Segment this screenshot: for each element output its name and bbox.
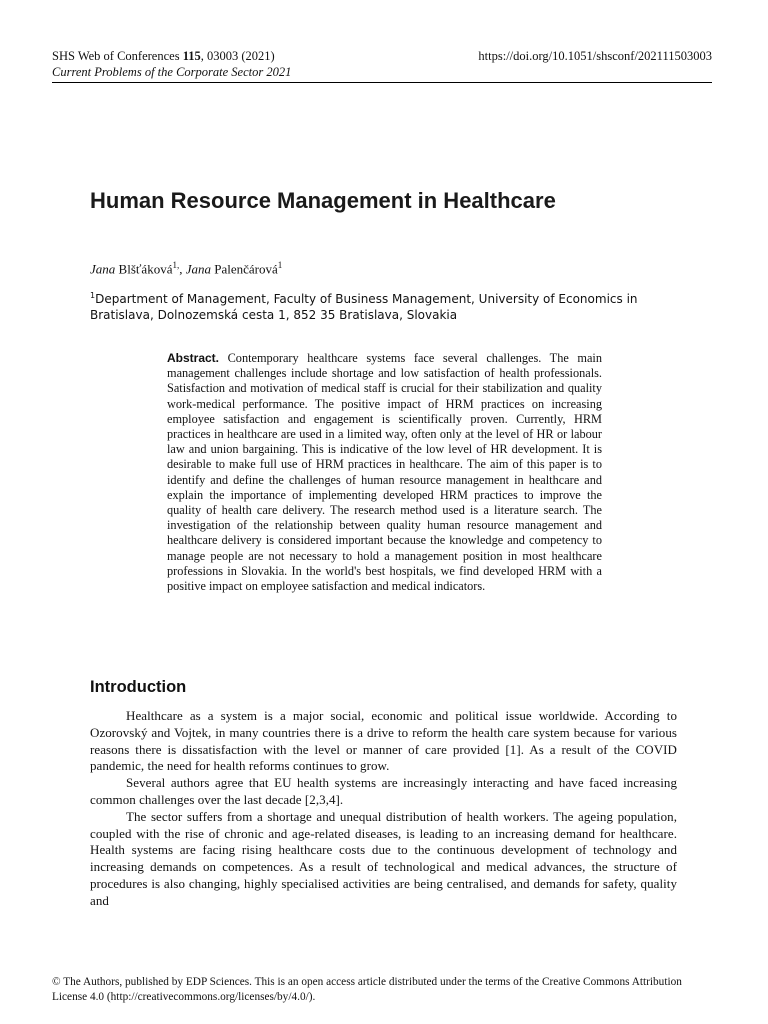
author-2-affiliation-mark: 1 [277, 260, 283, 270]
author-1-family-name: Blšťáková [118, 261, 173, 277]
journal-citation [52, 48, 275, 64]
author-2-family-name: Palenčárová [214, 261, 278, 277]
paragraph: The sector suffers from a shortage and unequal distribution of health workers. The ageing population, coupled with the rise of chronic and age-related diseases, is leading to an increasing demand for healthcare. Health systems are facing rising healthcare costs due to the continuous development of technology and increasing demands on competences. As a result of technological and medical advances, the structure of procedures is also changing, highly specialised activities are being centralised, and demands for safety, quality and [90, 808, 677, 908]
journal-volume: 115 [182, 49, 201, 63]
author-list [90, 256, 282, 278]
paper-title: Human Resource Management in Healthcare [90, 188, 556, 213]
introduction-heading: Introduction [90, 678, 187, 696]
abstract-text: Contemporary healthcare systems face several challenges. The main management challenges include shortage and low satisfaction of health professionals. Satisfaction and motivation of medical staff is crucial for their stabilization and quality work-medical performance. The positive impact of HRM practices on increasing employee satisfaction and engagement is scientifically proven. Currently, HRM practices in healthcare are used in a limited way, often only at the level of HR or labour law and union bargaining. This is indicative of the low level of HR development. It is desirable to make full use of HRM practices in healthcare. The aim of this paper is to identify and define the challenges of human resource management in healthcare and explain the importance of implementing developed HRM practices to improve the quality of health care delivery. The research method used is a literature search. The investigation of the relationship between quality human resource management and healthcare delivery is considered important because the knowledge and competency to manage people are not necessary to hold a management position in most healthcare professions in Slovakia. In the world's best hospitals, we find developed HRM with a positive impact on employee satisfaction and medical indicators. [167, 351, 602, 594]
affiliation [90, 288, 650, 323]
paragraph: Healthcare as a system is a major social, economic and political issue worldwide. According to Ozorovský and Vojtek, in many countries there is a drive to reform the health care system because for various reasons there is dissatisfaction with the level or manner of care provided [1]. As a result of the COVID pandemic, the need for health reforms continues to grow. [90, 708, 677, 774]
introduction-body [90, 708, 677, 910]
author-2-given-name: Jana [185, 261, 211, 277]
affiliation-mark: 1 [90, 291, 96, 300]
journal-name: SHS Web of Conferences [52, 49, 183, 63]
license-footer: © The Authors, published by EDP Sciences. This is an open access article distributed under the terms of the Creative Commons Attribution License 4.0 (http://creativecommons.org/licenses/by/4.0/). [52, 976, 682, 1003]
author-1-affiliation-mark: 1, [172, 260, 180, 270]
affiliation-text: Department of Management, Faculty of Business Management, University of Economics in Bratislava, Dolnozemská cesta 1, 852 35 Bratislava, Slovakia [90, 292, 638, 322]
paragraph: Several authors agree that EU health systems are increasingly interacting and have faced increasing common challenges over the last decade [2,3,4]. [90, 775, 677, 807]
page-header [52, 48, 712, 82]
author-1-given-name: Jana [90, 261, 116, 277]
author-separator: , [179, 261, 186, 277]
doi-link[interactable]: https://doi.org/10.1051/shsconf/202111503003 [478, 49, 712, 63]
abstract-label: Abstract. [167, 351, 220, 365]
header-divider [52, 82, 712, 83]
article-number: , 03003 (2021) [200, 49, 275, 63]
conference-name: Current Problems of the Corporate Sector 2021 [52, 65, 292, 79]
abstract [167, 351, 602, 594]
